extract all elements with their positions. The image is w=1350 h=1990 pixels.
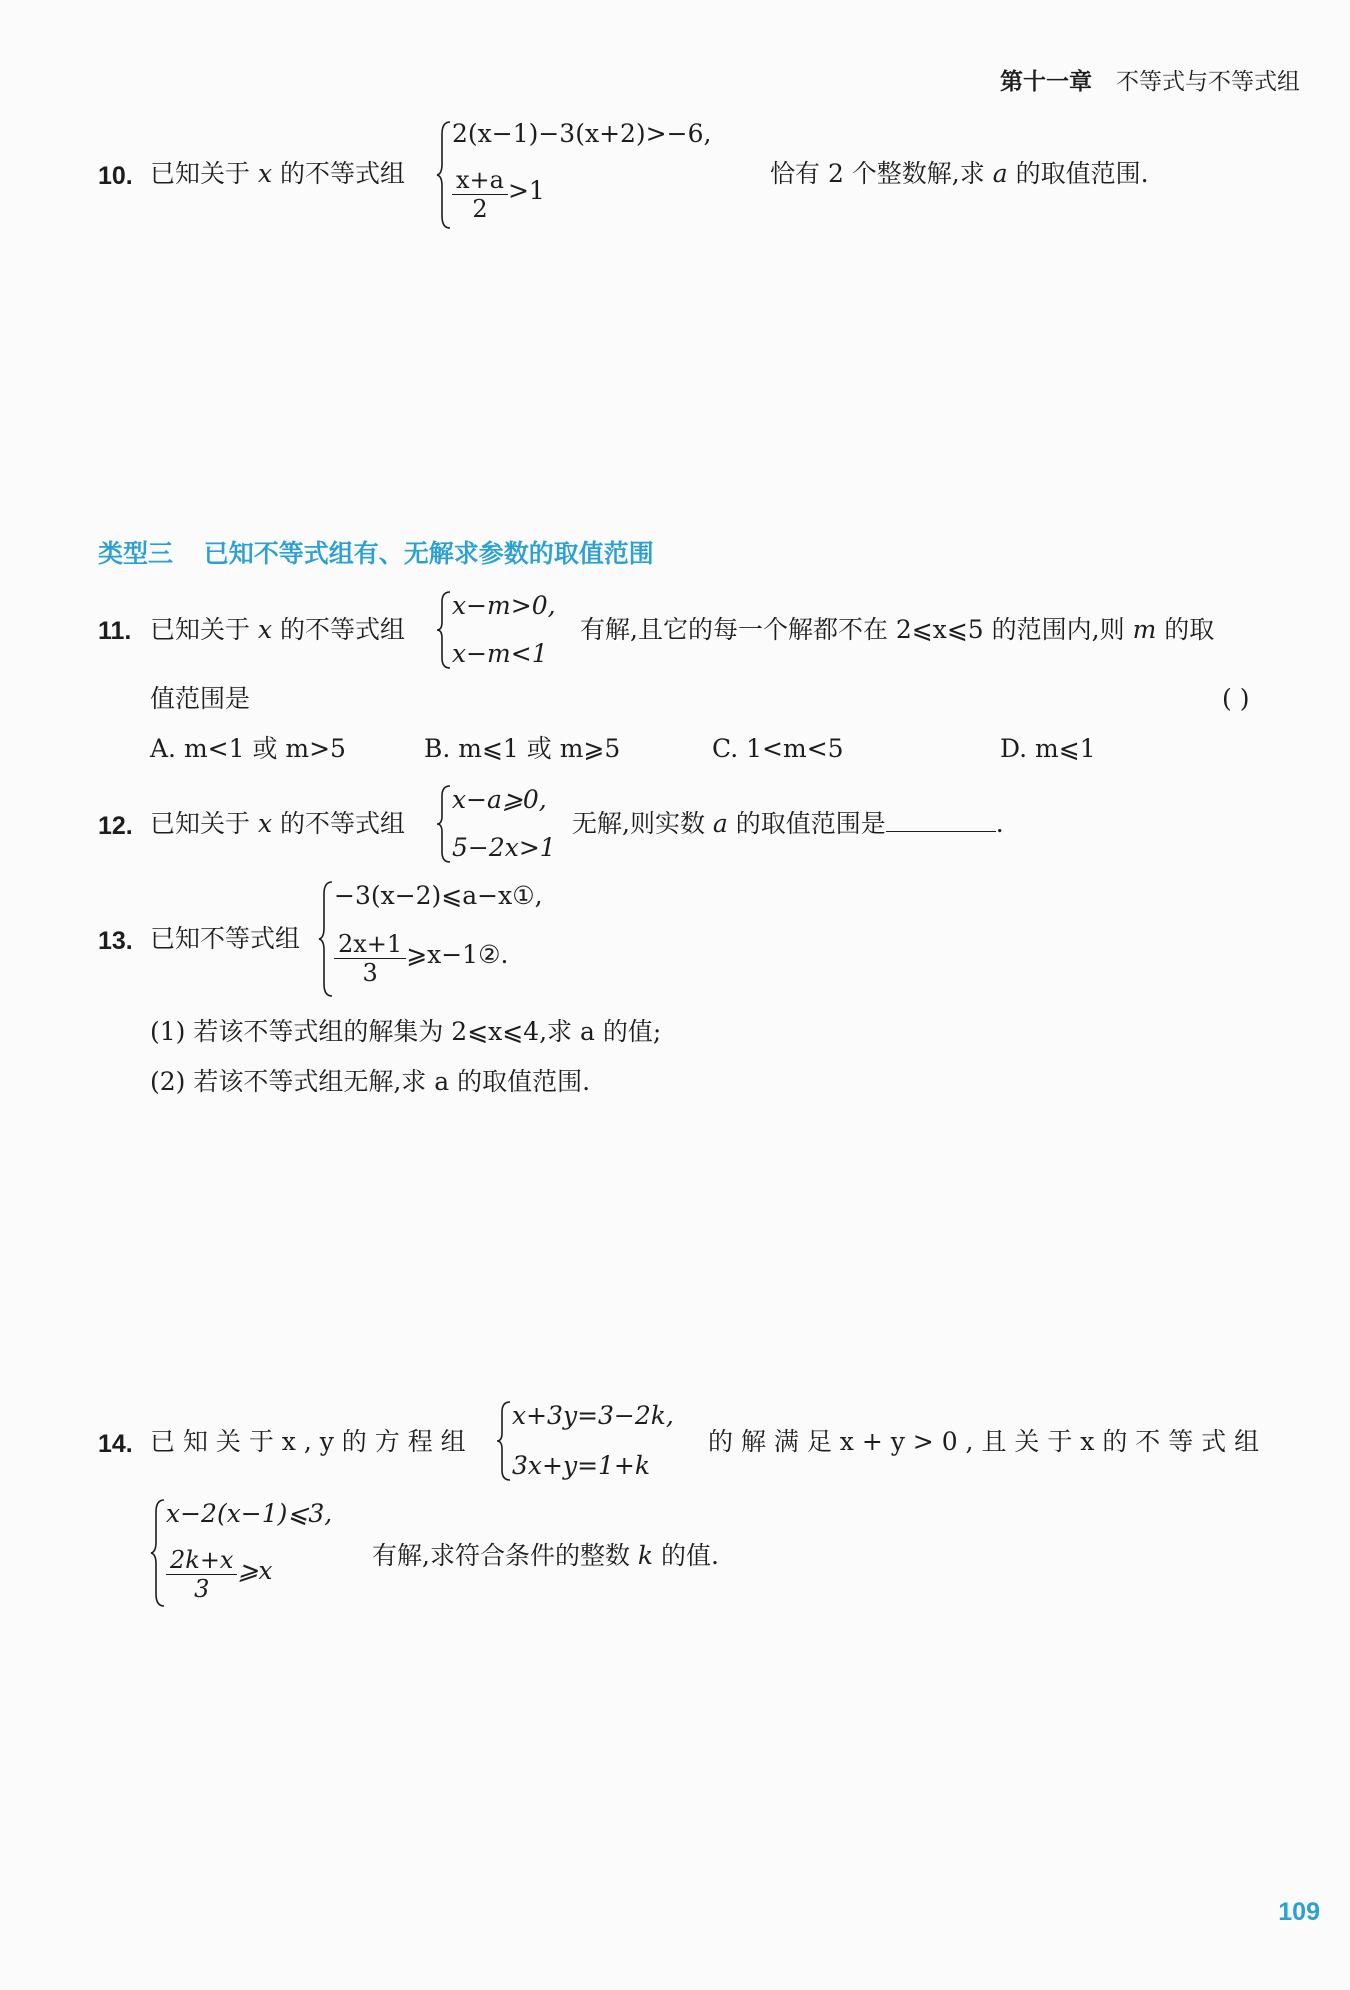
left-brace-icon: [436, 590, 452, 670]
option-c: C. 1<m<5: [712, 734, 844, 763]
sub-question-2: (2) 若该不等式组无解,求 a 的取值范围.: [150, 1067, 591, 1096]
tail-text: 恰有 2 个整数解,求: [770, 159, 985, 188]
tail-end: 的取: [1164, 615, 1215, 644]
question-tail: [770, 158, 1149, 190]
variable: x: [257, 615, 273, 644]
left-brace-icon: [318, 880, 334, 998]
question-tail: 的 解 满 足 x + y > 0 , 且 关 于 x 的 不 等 式 组: [708, 1427, 1260, 1456]
system-line-1: 2(x−1)−3(x+2)>−6,: [452, 119, 712, 148]
tail-variable: a: [992, 159, 1008, 188]
period: .: [995, 809, 1004, 838]
mid-text: 的不等式组: [280, 809, 406, 838]
system-line-1: x−m>0,: [452, 591, 556, 620]
line2-tail: >1: [507, 176, 545, 205]
tail-end: 的取值范围是: [735, 809, 886, 838]
numerator: 2k+x: [166, 1546, 237, 1575]
variable: x: [257, 159, 273, 188]
question-lead: 已知不等式组: [150, 924, 301, 953]
system-line-1: x−a⩾0,: [452, 785, 547, 814]
question-number: 10.: [98, 162, 133, 190]
question-number: 14.: [98, 1430, 133, 1458]
denominator: 3: [362, 959, 378, 987]
system-line-2: [452, 166, 545, 223]
tail-variable: a: [712, 809, 728, 838]
option-a: A. m<1 或 m>5: [150, 734, 346, 763]
system-line-2: x−m<1: [452, 639, 548, 668]
lead-text: 已知关于: [150, 159, 251, 188]
numerator: 2x+1: [334, 930, 406, 959]
question-number: 13.: [98, 927, 133, 955]
chapter-title: 不等式与不等式组: [1116, 69, 1300, 95]
left-brace-icon: [150, 1498, 166, 1608]
tail-variable: m: [1132, 615, 1157, 644]
fraction: [334, 930, 406, 987]
question-tail-2: [372, 1540, 719, 1572]
left-brace-icon: [436, 120, 452, 230]
option-d: D. m⩽1: [1000, 734, 1096, 763]
denominator: 2: [472, 195, 488, 223]
line2-tail: ⩾x: [237, 1556, 273, 1585]
chapter-number: 第十一章: [1000, 69, 1092, 95]
tail-end: 的取值范围.: [1015, 159, 1149, 188]
question-lead: [150, 808, 405, 840]
question-tail: [572, 808, 1004, 840]
question-lead: [150, 158, 405, 190]
numerator: x+a: [452, 166, 508, 195]
section-title: 已知不等式组有、无解求参数的取值范围: [203, 539, 654, 568]
system-line-2: 5−2x>1: [452, 833, 556, 862]
section-heading: [98, 534, 654, 570]
mid-text: 的不等式组: [280, 159, 406, 188]
system-line-1: −3(x−2)⩽a−x①,: [334, 881, 543, 910]
lead-text: 已知关于: [150, 615, 251, 644]
section-label: 类型三: [98, 539, 174, 568]
system-line-2: 3x+y=1+k: [512, 1451, 651, 1480]
sub-question-1: (1) 若该不等式组的解集为 2⩽x⩽4,求 a 的值;: [150, 1017, 662, 1046]
left-brace-icon: [436, 784, 452, 864]
question-tail: [580, 614, 1214, 646]
tail-text: 有解,且它的每一个解都不在 2⩽x⩽5 的范围内,则: [580, 615, 1125, 644]
answer-paren: ( ): [1222, 684, 1250, 713]
inequality-line-1: x−2(x−1)⩽3,: [166, 1499, 333, 1528]
fraction: [166, 1546, 237, 1603]
lead-text: 已知关于: [150, 809, 251, 838]
denominator: 3: [194, 1575, 210, 1603]
answer-blank: [886, 809, 996, 832]
page-number: 109: [1278, 1898, 1320, 1926]
question-lead: 已 知 关 于 x , y 的 方 程 组: [150, 1427, 466, 1456]
left-brace-icon: [496, 1400, 512, 1482]
inequality-line-2: [166, 1546, 273, 1603]
question-number: 11.: [98, 617, 132, 645]
question-number: 12.: [98, 812, 133, 840]
mid-text: 的不等式组: [280, 615, 406, 644]
tail-text: 无解,则实数: [572, 809, 705, 838]
question-continuation: 值范围是: [150, 684, 251, 713]
chapter-header: [1000, 63, 1300, 96]
tail-end: 的值.: [661, 1541, 719, 1570]
tail-text: 有解,求符合条件的整数: [372, 1541, 630, 1570]
system-line-2: [334, 930, 508, 987]
variable: x: [257, 809, 273, 838]
line2-tail: ⩾x−1②.: [406, 940, 509, 969]
option-b: B. m⩽1 或 m⩾5: [424, 734, 621, 763]
question-lead: [150, 614, 405, 646]
system-line-1: x+3y=3−2k,: [512, 1401, 674, 1430]
tail-variable: k: [637, 1541, 654, 1570]
fraction: [452, 166, 508, 223]
